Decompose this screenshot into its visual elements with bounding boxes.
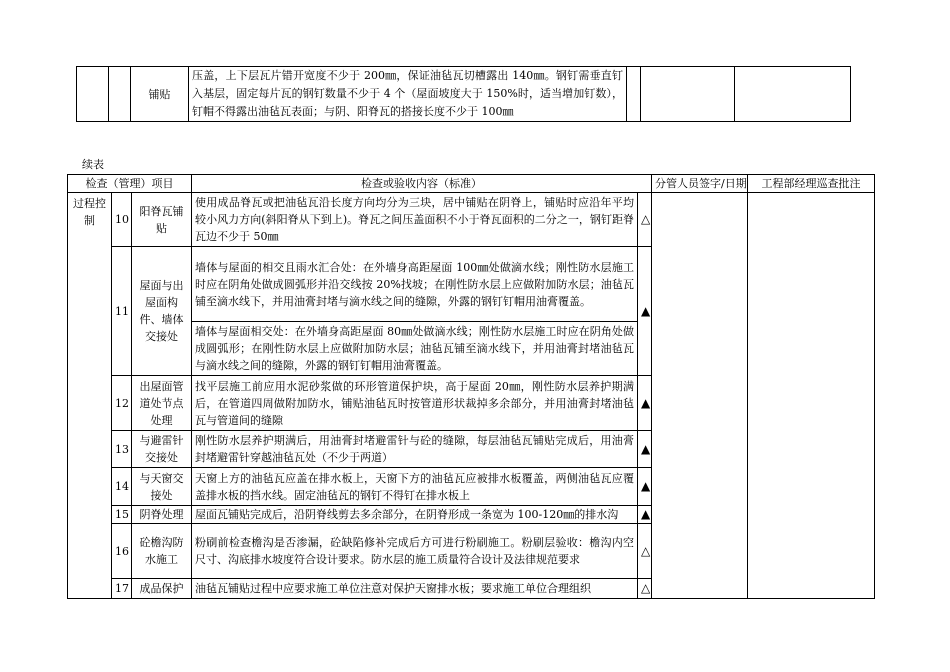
row-item: 阴脊处理 — [132, 506, 192, 524]
header-item: 检查（管理）项目 — [68, 175, 192, 193]
row-item: 屋面与出屋面构件、墙体交接处 — [132, 247, 192, 376]
row-item: 阳脊瓦铺贴 — [132, 193, 192, 247]
row-mark: ▲ — [638, 431, 652, 468]
header-manager: 工程部经理巡查批注 — [748, 175, 875, 193]
content-cell: 压盖，上下层瓦片错开宽度不少于 200㎜，保证油毡瓦切槽露出 140㎜。钢钉需垂直钉入基层，固定每片瓦的钢钉数量不少于 4 个（屋面坡度大于 150%时，适当增加钉数），钉帽不得露出油毡瓦表面；与阴、阳脊瓦的搭接长度不少于 100㎜ — [189, 67, 627, 122]
row-number: 17 — [112, 579, 132, 599]
mark-cell — [627, 67, 641, 122]
row-item: 出屋面管道处节点处理 — [132, 376, 192, 431]
row-number: 10 — [112, 193, 132, 247]
row-mark: ▲ — [638, 247, 652, 376]
row-mark: ▲ — [638, 506, 652, 524]
row-content: 找平层施工前应用水泥砂浆做的环形管道保护块，高于屋面 20㎜，刚性防水层养护期满后，在管道四周做附加防水，铺贴油毡瓦时按管道形状裁掉多余部分，并用油膏封堵油毡瓦与管道间的缝隙 — [192, 376, 638, 431]
row-content: 刚性防水层养护期满后，用油膏封堵避雷针与砼的缝隙，每层油毡瓦铺贴完成后，用油膏封堵避雷针穿越油毡瓦处（不少于两道） — [192, 431, 638, 468]
row-item: 砼檐沟防水施工 — [132, 524, 192, 579]
blank-cell — [109, 67, 131, 122]
row-content: 粉刷前检查檐沟是否渗漏，砼缺陷修补完成后方可进行粉刷施工。粉刷层验收：檐沟内空尺寸、沟底排水坡度符合设计要求。防水层的施工质量符合设计及法律规范要求 — [192, 524, 638, 579]
category-cell: 过程控制 — [68, 193, 112, 599]
row-content: 天窗上方的油毡瓦应盖在排水板上，天窗下方的油毡瓦应被排水板覆盖，两侧油毡瓦应覆盖排水板的挡水线。固定油毡瓦的钢钉不得钉在排水板上 — [192, 468, 638, 506]
header-content: 检查或验收内容（标准） — [192, 175, 652, 193]
row-number: 16 — [112, 524, 132, 579]
row-item: 与天窗交接处 — [132, 468, 192, 506]
manager-cell — [735, 67, 851, 122]
row-content-a: 墙体与屋面的相交且雨水汇合处：在外墙身高距屋面 100㎜处做滴水线；刚性防水层施工时应在阴角处做成圆弧形并沿交线按 20%找坡；在刚性防水层上应做附加防水层；油毡瓦铺至滴水线下，并用油膏封堵与滴水线之间的缝隙，外露的钢钉钉帽用油膏覆盖。 — [192, 247, 638, 322]
row-mark: △ — [638, 524, 652, 579]
row-mark: ▲ — [638, 468, 652, 506]
row-content: 使用成品脊瓦或把油毡瓦沿长度方向均分为三块，居中铺贴在阴脊上，铺贴时应沿年平均较小风力方向(斜阳脊从下到上)。脊瓦之间压盖面积不小于脊瓦面积的二分之一，钢钉距脊瓦边不少于 50㎜ — [192, 193, 638, 247]
inspection-table — [67, 174, 875, 599]
continued-label: 续表 — [82, 158, 104, 171]
row-number: 11 — [112, 247, 132, 376]
row-content: 油毡瓦铺贴过程中应要求施工单位注意对保护天窗排水板；要求施工单位合理组织 — [192, 579, 638, 599]
row-mark: ▲ — [638, 376, 652, 431]
previous-page-table — [76, 66, 851, 122]
row-item: 成品保护 — [132, 579, 192, 599]
row-content-b: 墙体与屋面相交处：在外墙身高距屋面 80㎜处做滴水线；刚性防水层施工时应在阴角处做成圆弧形；在刚性防水层上应做附加防水层；油毡瓦铺至滴水线下，并用油膏封堵油毡瓦与滴水线之间的缝隙，外露的钢钉钉帽用油膏覆盖。 — [192, 322, 638, 376]
row-item: 与避雷针交接处 — [132, 431, 192, 468]
row-number: 12 — [112, 376, 132, 431]
row-number: 14 — [112, 468, 132, 506]
signer-cell — [641, 67, 735, 122]
row-mark: △ — [638, 579, 652, 599]
blank-cell — [77, 67, 109, 122]
row-number: 15 — [112, 506, 132, 524]
row-mark: △ — [638, 193, 652, 247]
row-number: 13 — [112, 431, 132, 468]
signer-column — [652, 193, 748, 599]
manager-column — [748, 193, 875, 599]
item-cell: 铺贴 — [131, 67, 189, 122]
header-signer: 分管人员签字/日期 — [652, 175, 748, 193]
row-content: 屋面瓦铺贴完成后，沿阴脊线剪去多余部分，在阴脊形成一条宽为 100-120㎜的排水沟 — [192, 506, 638, 524]
